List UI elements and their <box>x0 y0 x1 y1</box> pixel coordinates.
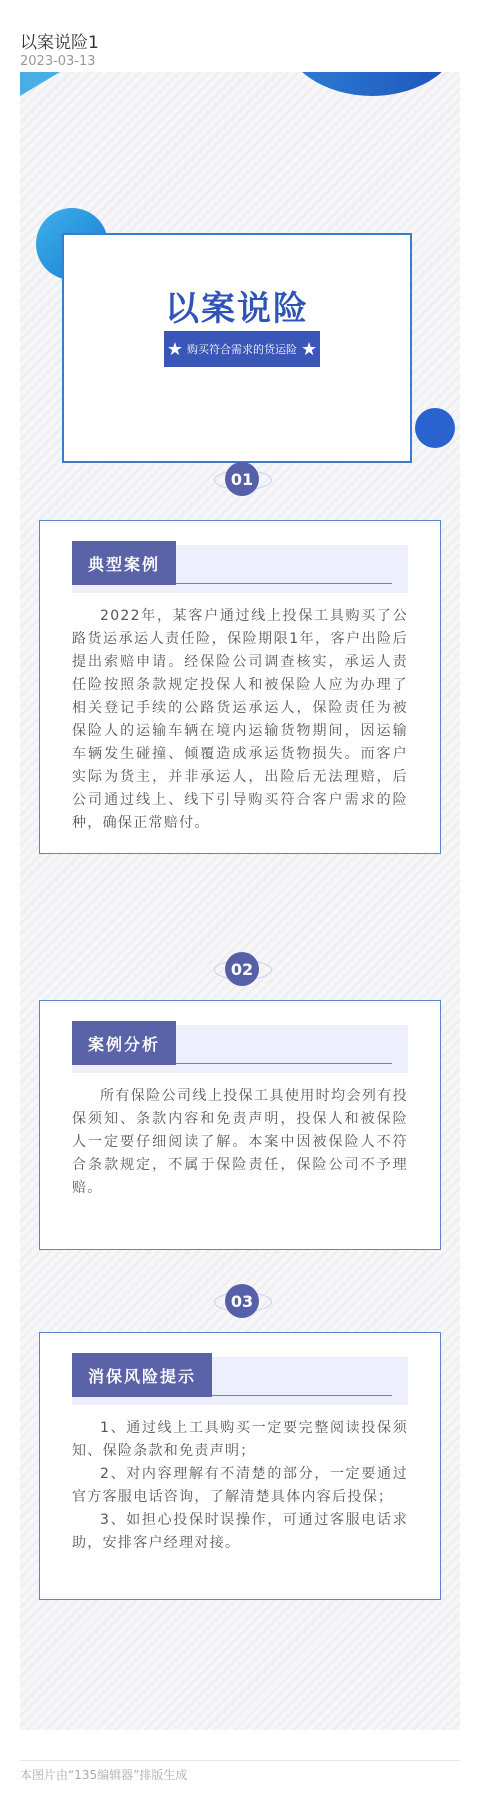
section-heading-line <box>176 1063 392 1064</box>
section-heading: 消保风险提示 <box>72 1353 212 1397</box>
section-card-1 <box>39 520 441 854</box>
cover-subtitle-bar <box>164 331 320 367</box>
section-heading-line <box>212 1395 392 1396</box>
section-paragraph: 所有保险公司线上投保工具使用时均会列有投保须知、条款内容和免责声明，投保人和被保险人一定要仔细阅读了解。本案中因被保险人不符合条款规定，不属于保险责任，保险公司不予理赔。 <box>72 1088 408 1196</box>
section-paragraph: 2、对内容理解有不清楚的部分，一定要通过官方客服电话咨询，了解清楚具体内容后投保； <box>72 1466 408 1505</box>
cover-card <box>62 233 412 463</box>
section-paragraph: 1、通过线上工具购买一定要完整阅读投保须知、保险条款和免责声明； <box>72 1420 408 1459</box>
section-paragraph: 3、如担心投保时误操作，可通过客服电话求助，安排客户经理对接。 <box>72 1512 408 1551</box>
cover-subtitle: 购买符合需求的货运险 <box>187 343 297 356</box>
section-heading: 案例分析 <box>72 1021 176 1065</box>
top-arc-decoration <box>282 72 460 96</box>
article-canvas <box>20 72 460 1730</box>
article-date: 2023-03-13 <box>20 54 96 69</box>
section-card-2 <box>39 1000 441 1250</box>
section-heading-line <box>176 583 392 584</box>
section-number-badge: 01 <box>225 462 259 496</box>
star-icon: ★ <box>166 338 183 360</box>
cover-glow-decoration <box>88 417 386 451</box>
footer-note: 本图片由“135编辑器”排版生成 <box>20 1768 188 1782</box>
footer-divider <box>20 1760 460 1761</box>
section-body <box>72 605 408 835</box>
section-heading: 典型案例 <box>72 541 176 585</box>
cover-dot-decoration <box>415 408 455 448</box>
cover-title: 以案说险 <box>165 289 309 329</box>
section-body <box>72 1085 408 1200</box>
section-number-badge: 02 <box>225 952 259 986</box>
section-card-3 <box>39 1332 441 1600</box>
article-title: 以案说险1 <box>20 33 99 53</box>
section-paragraph: 2022年，某客户通过线上投保工具购买了公路货运承运人责任险，保险期限1年，客户出险后提出索赔申请。经保险公司调查核实，承运人责任险按照条款规定投保人和被保险人应为办理了相关登记手续的公路货运承运人，保险责任为被保险人的运输车辆在境内运输货物期间，因运输车辆发生碰撞、倾覆造成承运货物损失。而客户实际为货主，并非承运人，出险后无法理赔，后公司通过线上、线下引导购买符合客户需求的险种，确保正常赔付。 <box>72 608 408 831</box>
star-icon: ★ <box>301 338 318 360</box>
section-body <box>72 1417 408 1555</box>
corner-triangle-decoration <box>20 72 60 96</box>
section-number-badge: 03 <box>225 1284 259 1318</box>
